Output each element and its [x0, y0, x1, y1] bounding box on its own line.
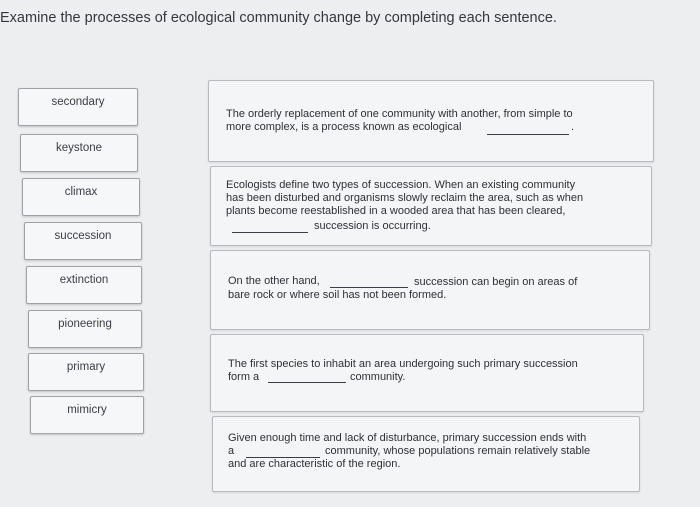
sentence-5-line-2b: community, whose populations remain relatively stable	[325, 445, 591, 457]
word-tile-extinction[interactable]	[26, 266, 142, 304]
word-label: primary	[66, 361, 106, 373]
sentence-3-line-1b: succession can begin on areas of	[414, 276, 578, 288]
word-label: mimicry	[67, 404, 107, 416]
word-tile-secondary[interactable]	[18, 88, 138, 126]
word-tile-primary[interactable]	[28, 353, 144, 391]
sentence-2-line-2: has been disturbed and organisms slowly reclaim the area, such as when	[226, 192, 584, 204]
sentence-5-line-1: Given enough time and lack of disturbance, primary succession ends with	[228, 432, 587, 444]
instructions-title: Examine the processes of ecological community change by completing each sentence.	[0, 10, 557, 26]
sentence-5-line-2a: a	[228, 445, 235, 457]
sentence-2-line-3: plants become reestablished in a wooded area that has been cleared,	[226, 205, 566, 217]
word-label: climax	[64, 186, 98, 198]
word-tile-mimicry[interactable]	[30, 396, 144, 434]
sentence-2-line-4: succession is occurring.	[314, 220, 431, 232]
sentence-3-line-2: bare rock or where soil has not been formed.	[228, 289, 447, 301]
sentence-5-line-3: and are characteristic of the region.	[228, 458, 401, 470]
sentence-4-line-2b: community.	[350, 371, 406, 383]
sentence-box-4[interactable]	[210, 334, 644, 412]
sentence-1-line-2: more complex, is a process known as ecological	[226, 121, 462, 133]
word-tile-climax[interactable]	[22, 178, 140, 216]
blank-2[interactable]	[232, 232, 308, 233]
word-label: succession	[54, 230, 112, 242]
word-tile-succession[interactable]	[24, 222, 142, 260]
sentence-3-line-1a: On the other hand,	[228, 275, 320, 287]
blank-3[interactable]	[330, 287, 408, 288]
word-tile-keystone[interactable]	[20, 134, 138, 172]
word-label: pioneering	[58, 318, 112, 330]
sentence-1-line-1: The orderly replacement of one community with another, from simple to	[226, 108, 573, 120]
word-tile-pioneering[interactable]	[28, 310, 142, 348]
blank-1[interactable]	[487, 134, 569, 135]
sentence-2-line-1: Ecologists define two types of succession. When an existing community	[226, 179, 576, 191]
word-label: keystone	[55, 142, 103, 154]
word-label: secondary	[51, 96, 105, 108]
sentence-4-line-1: The first species to inhabit an area undergoing such primary succession	[228, 358, 578, 370]
blank-4[interactable]	[268, 382, 346, 383]
sentence-4-line-2a: form a	[228, 371, 260, 383]
word-label: extinction	[59, 274, 109, 286]
sentence-1-period: .	[571, 121, 575, 133]
